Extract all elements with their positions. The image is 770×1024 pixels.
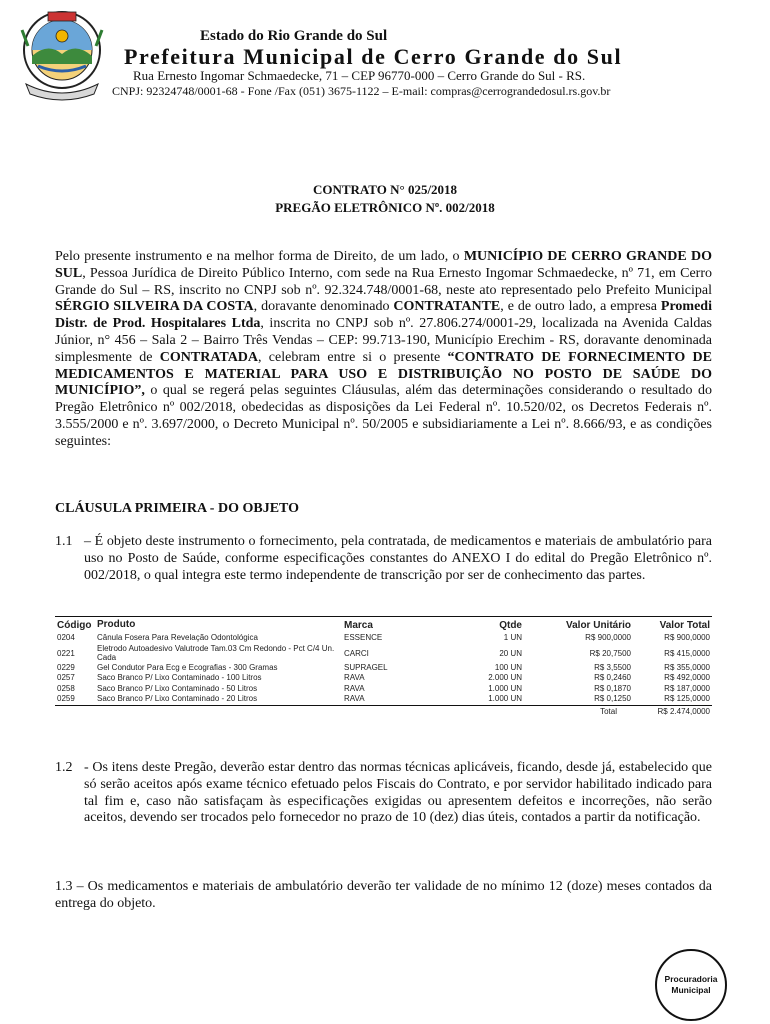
table-row [55, 644, 712, 663]
stamp-line: Municipal [671, 985, 711, 995]
cell-code: 0229 [57, 662, 75, 672]
intro-bold: CONTRATADA [159, 349, 259, 365]
cell-product: Eletrodo Autoadesivo Valutrode Tam.03 Cm Redondo - Pct C/4 Un. Cada [97, 643, 335, 662]
cell-qty: 20 UN [499, 648, 522, 658]
cell-code: 0258 [57, 683, 75, 693]
clause-item-text: – É objeto deste instrumento o fornecimento, pela contratada, de medicamentos e materiais de ambulatório para uso no Posto de Saúde, conforme especificações constantes do ANEXO I do edital do Pregão Eletrônico nº. 002/2018, o qual integra este termo independente de transcrição por ser de conhecimento das partes. [84, 534, 712, 583]
cell-brand: ESSENCE [344, 633, 383, 642]
total-label: Total [600, 706, 617, 716]
cell-product: Saco Branco P/ Lixo Contaminado - 100 Litros [97, 673, 262, 683]
cell-unit-price: R$ 0,1250 [594, 694, 631, 704]
cell-product: Cânula Fosera Para Revelação Odontológica [97, 633, 258, 642]
clause-heading: CLÁUSULA PRIMEIRA - DO OBJETO [55, 501, 300, 516]
cell-total: R$ 187,0000 [664, 683, 710, 693]
header-address: Rua Ernesto Ingomar Schmaedecke, 71 – CEP 96770-000 – Cerro Grande do Sul - RS. [133, 68, 586, 83]
cell-qty: 1 UN [503, 633, 522, 642]
intro-bold: Promedi Distr. de Prod. Hospitalares Ltda [55, 299, 712, 332]
clause-item-text: – Os medicamentos e materiais de ambulatório deverão ter validade de no mínimo 12 (doze) meses contados da entrega do objeto. [55, 879, 713, 911]
total-value: R$ 2.474,0000 [657, 706, 710, 716]
intro-paragraph [55, 249, 712, 451]
cell-brand: RAVA [344, 683, 365, 693]
cell-code: 0204 [57, 633, 75, 642]
header-title: Prefeitura Municipal de Cerro Grande do Sul [124, 44, 623, 69]
cell-unit-price: R$ 0,2460 [594, 673, 631, 683]
table-row [55, 663, 712, 674]
col-header-total: Valor Total [659, 620, 710, 631]
cell-unit-price: R$ 900,0000 [585, 633, 631, 642]
cell-qty: 1.000 UN [488, 694, 522, 704]
intro-text: Pelo presente instrumento e na melhor forma de Direito, de um lado, o [55, 249, 464, 264]
table-header-row [55, 617, 712, 633]
intro-bold: “CONTRATO DE FORNECIMENTO DE MEDICAMENTOS E MATERIAL PARA USO E DISTRIBUIÇÃO NO POSTO DE SAÚDE DO MUNICÍPIO”, [55, 349, 713, 399]
cell-brand: CARCI [344, 648, 369, 658]
intro-text: , inscrita no CNPJ sob nº. 27.806.274/0001-29, localizada na Avenida Caldas Júnior, n° 456 – Sala 2 – Bairro Três Vendas – CEP: 99.713-190, Município Erechim - RS, doravante denominada simplesmente de [55, 316, 713, 365]
table-row [55, 633, 712, 644]
cell-total: R$ 415,0000 [664, 648, 710, 658]
col-header-code: Código [57, 620, 92, 631]
cell-code: 0257 [57, 673, 75, 683]
col-header-product: Produto [97, 619, 136, 630]
cell-total: R$ 492,0000 [664, 673, 710, 683]
cell-total: R$ 355,0000 [664, 662, 710, 672]
municipal-coat-of-arms-icon [18, 6, 106, 104]
clause-item-number: 1.2 [55, 760, 73, 775]
cell-unit-price: R$ 3,5500 [594, 662, 631, 672]
cell-brand: RAVA [344, 694, 365, 704]
header-state: Estado do Rio Grande do Sul [200, 28, 388, 44]
intro-text: , e de outro lado, a empresa [500, 299, 661, 315]
col-header-qty: Qtde [499, 620, 522, 631]
intro-text: , doravante denominado [253, 299, 394, 315]
cell-code: 0221 [57, 648, 75, 658]
cell-unit-price: R$ 0,1870 [594, 683, 631, 693]
cell-qty: 1.000 UN [488, 683, 522, 693]
cell-brand: SUPRAGEL [344, 662, 388, 672]
cell-qty: 100 UN [494, 662, 522, 672]
intro-text: , Pessoa Jurídica de Direito Público Interno, com sede na Rua Ernesto Ingomar Schmaedecke, nº 71, em Cerro Grande do Sul – RS, inscrito no CNPJ sob nº. 92.324.748/0001-68, neste ato representado pelo Prefeito Municipal [55, 265, 712, 298]
intro-text: o qual se regerá pelas seguintes Cláusulas, além das determinações considerando o resultado do Pregão Eletrônico nº 002/2018, obedecidas as disposições da Lei Federal nº. 10.520/02, os Decretos Federais nº. 3.555/2000 e nº. 3.697/2000, o Decreto Municipal nº. 50/2005 e subsidiariamente a Lei nº. 8.666/93, e as condições seguintes: [55, 383, 712, 449]
intro-text: , celebram entre si o presente [258, 349, 448, 365]
cell-product: Saco Branco P/ Lixo Contaminado - 50 Litros [97, 683, 258, 693]
cell-brand: RAVA [344, 673, 365, 683]
cell-code: 0259 [57, 694, 75, 704]
col-header-brand: Marca [344, 620, 373, 631]
clause-item [55, 760, 712, 827]
intro-bold: SÉRGIO SILVEIRA DA COSTA [55, 299, 254, 315]
clause-item [55, 879, 712, 913]
cell-qty: 2.000 UN [488, 673, 522, 683]
intro-bold: MUNICÍPIO DE CERRO GRANDE DO SUL [55, 249, 712, 281]
table-row [55, 694, 712, 705]
table-row [55, 673, 712, 684]
contract-number: CONTRATO N° 025/2018 [312, 182, 458, 197]
clause-item-text: - Os itens deste Pregão, deverão estar dentro das normas técnicas aplicáveis, ficando, desde já, estabelecido que só serão aceitos após exame técnico efetuado pelos Fiscais do Contrato, e por servidor habilitado indicado para tal fim e, caso não satisfaçam às especificações exigidas ou apresentem defeitos e incorreções, não serão aceitos, devendo ser trocados pelo fornecedor no prazo de 10 (dez) dias úteis, contados a partir da notificação. [84, 760, 712, 826]
product-table [55, 616, 712, 718]
clause-item-number: 1.3 [55, 879, 73, 894]
table-row [55, 684, 712, 695]
pregao-number: PREGÃO ELETRÔNICO Nº. 002/2018 [275, 200, 495, 215]
cell-product: Saco Branco P/ Lixo Contaminado - 20 Litros [97, 694, 258, 704]
table-total-row [55, 706, 712, 718]
clause-item [55, 534, 712, 584]
stamp-line: Procuradoria [664, 974, 718, 984]
col-header-unit-price: Valor Unitário [565, 620, 631, 631]
cell-total: R$ 900,0000 [664, 633, 710, 642]
cell-total: R$ 125,0000 [664, 694, 710, 704]
cell-product: Gel Condutor Para Ecg e Ecografias - 300 Gramas [97, 662, 278, 672]
clause-item-number: 1.1 [55, 534, 73, 549]
procuradoria-stamp [655, 949, 727, 1021]
cell-unit-price: R$ 20,7500 [589, 648, 631, 658]
intro-bold: CONTRATANTE [393, 299, 501, 315]
header-contact: CNPJ: 92324748/0001-68 - Fone /Fax (051) 3675-1122 – E-mail: compras@cerrograndedosul.rs.gov.br [112, 84, 611, 98]
